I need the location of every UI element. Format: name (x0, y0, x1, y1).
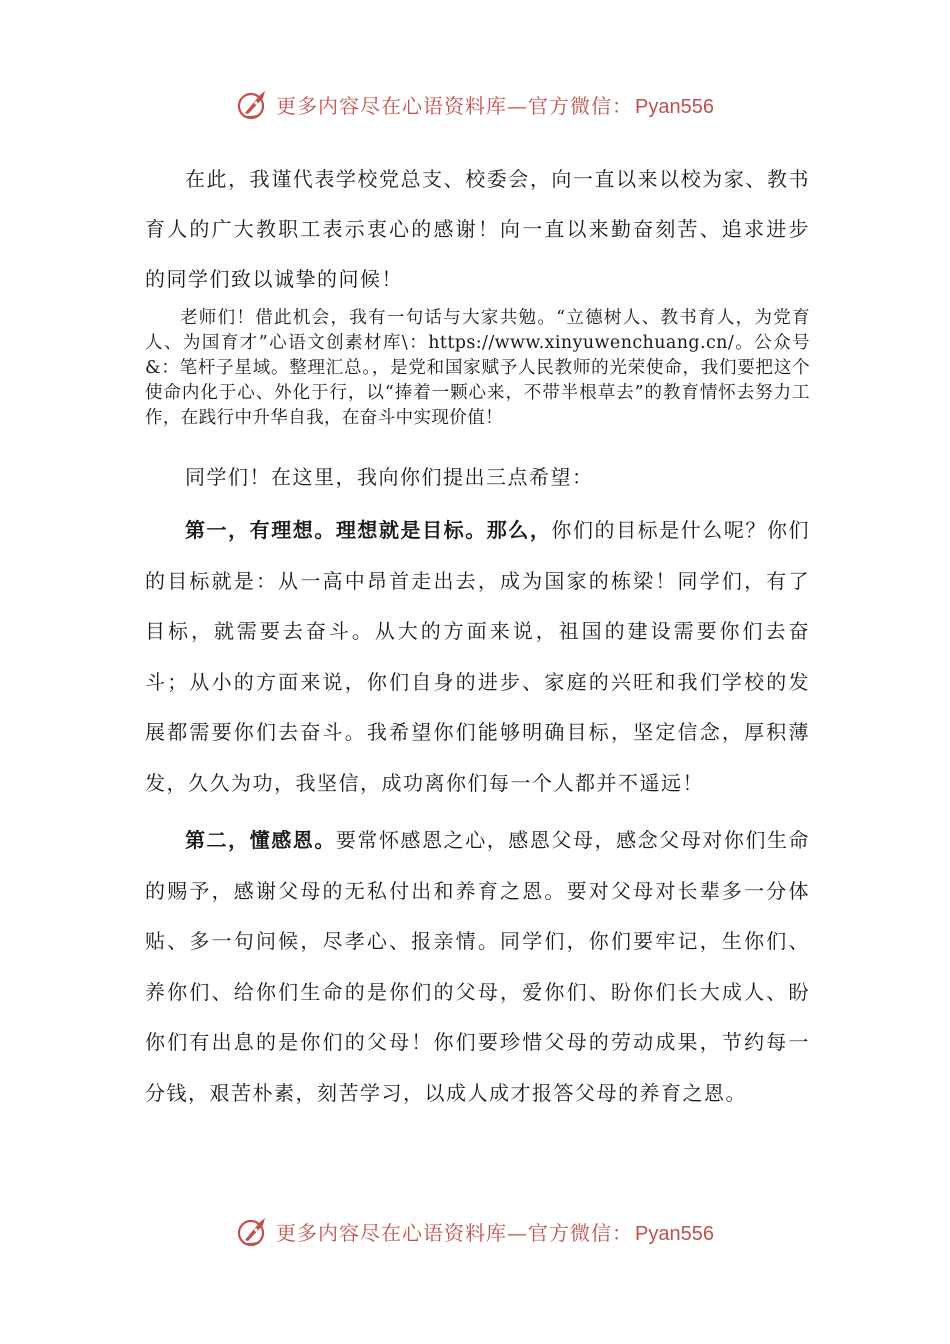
hope-2-body: 要常怀感恩之心，感恩父母，感念父母对你们生命的赐予，感谢父母的无私付出和养育之恩。要对父母对长辈多一分体贴、多一句问候，尽孝心、报亲情。同学们，你们要牢记，生你们、养你们、给你们生命的是你们的父母，爱你们、盼你们长大成人、盼你们有出息的是你们的父母！你们要珍惜父母的劳动成果，节约每一分钱，艰苦朴素，刻苦学习，以成人成才报答父母的养育之恩。 (145, 828, 810, 1105)
pen-nib-logo-icon (236, 1214, 270, 1248)
footer-banner-text: 更多内容尽在心语资料库—官方微信： Pyan556 (276, 1220, 714, 1245)
header-banner-text: 更多内容尽在心语资料库—官方微信： Pyan556 (276, 93, 714, 118)
pen-nib-logo-icon (236, 87, 270, 121)
hope-1-heading: 第一，有理想。理想就是目标。那么， (185, 518, 552, 542)
hope-2-heading: 第二，懂感恩。 (185, 828, 336, 852)
paragraph-teachers: 老师们！借此机会，我有一句话与大家共勉。“立德树人、教书育人，为党育人、为国育才”心语文创素材库\：https://www.xinyuwenchuang.cn/。公众号&：笔杆子星域。整理汇总。，是党和国家赋予人民教师的光荣使命，我们要把这个使命内化于心、外化于行，以“捧着一颗心来，不带半根草去”的教育情怀去努力工作，在践行中升华自我，在奋斗中实现价值！ (145, 308, 810, 428)
paragraph-thanks: 在此，我谨代表学校党总支、校委会，向一直以来以校为家、教书育人的广大教职工表示衷心的感谢！向一直以来勤奋刻苦、追求进步的同学们致以诚挚的问候！ (145, 167, 810, 291)
header-wechat-handle: Pyan556 (635, 95, 714, 118)
hope-1-body: 你们的目标是什么呢？你们的目标就是：从一高中昂首走出去，成为国家的栋梁！同学们，有了目标，就需要去奋斗。从大的方面来说，祖国的建设需要你们去奋斗；从小的方面来说，你们自身的进步、家庭的兴旺和我们学校的发展都需要你们去奋斗。我希望你们能够明确目标，坚定信念，厚积薄发，久久为功，我坚信，成功离你们每一个人都并不遥远！ (145, 518, 811, 795)
header-banner (0, 84, 950, 124)
paragraph-hope-1 (145, 505, 810, 808)
footer-banner (0, 1211, 950, 1251)
paragraph-hope-2 (145, 815, 810, 1118)
footer-wechat-handle: Pyan556 (635, 1222, 714, 1245)
paragraph-students-intro: 同学们！在这里，我向你们提出三点希望： (185, 465, 594, 489)
